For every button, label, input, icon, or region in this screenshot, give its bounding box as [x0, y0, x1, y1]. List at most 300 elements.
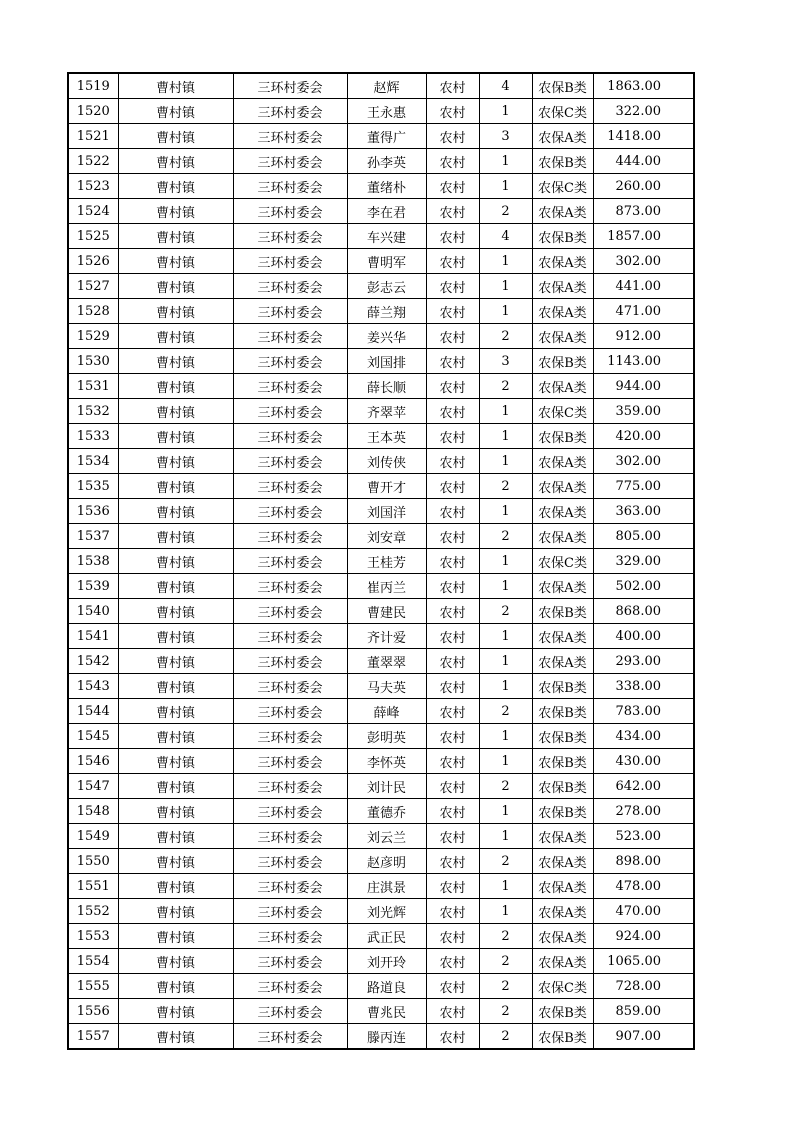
amount-cell: 1857.00: [593, 224, 694, 249]
town-cell: 曹村镇: [118, 524, 233, 549]
member-count-cell: 4: [479, 73, 532, 99]
amount-cell: 470.00: [593, 899, 694, 924]
category-cell: 农保B类: [532, 699, 593, 724]
household-type-cell: 农村: [426, 974, 479, 999]
table-row: [68, 874, 694, 899]
category-cell: 农保B类: [532, 799, 593, 824]
village-committee-cell: 三环村委会: [233, 73, 347, 99]
village-committee-cell: 三环村委会: [233, 449, 347, 474]
name-cell: 姜兴华: [347, 324, 426, 349]
household-type-cell: 农村: [426, 274, 479, 299]
category-cell: 农保C类: [532, 399, 593, 424]
member-count-cell: 2: [479, 474, 532, 499]
serial-number-cell: 1535: [68, 474, 118, 499]
table-row: [68, 924, 694, 949]
member-count-cell: 1: [479, 824, 532, 849]
serial-number-cell: 1524: [68, 199, 118, 224]
table-row: [68, 949, 694, 974]
table-row: [68, 274, 694, 299]
town-cell: 曹村镇: [118, 499, 233, 524]
member-count-cell: 4: [479, 224, 532, 249]
town-cell: 曹村镇: [118, 399, 233, 424]
serial-number-cell: 1545: [68, 724, 118, 749]
table-row: [68, 799, 694, 824]
amount-cell: 302.00: [593, 449, 694, 474]
serial-number-cell: 1521: [68, 124, 118, 149]
village-committee-cell: 三环村委会: [233, 524, 347, 549]
serial-number-cell: 1543: [68, 674, 118, 699]
category-cell: 农保C类: [532, 99, 593, 124]
town-cell: 曹村镇: [118, 874, 233, 899]
amount-cell: 444.00: [593, 149, 694, 174]
town-cell: 曹村镇: [118, 474, 233, 499]
category-cell: 农保B类: [532, 774, 593, 799]
village-committee-cell: 三环村委会: [233, 299, 347, 324]
town-cell: 曹村镇: [118, 199, 233, 224]
table-row: [68, 324, 694, 349]
amount-cell: 338.00: [593, 674, 694, 699]
village-committee-cell: 三环村委会: [233, 799, 347, 824]
amount-cell: 441.00: [593, 274, 694, 299]
village-committee-cell: 三环村委会: [233, 674, 347, 699]
amount-cell: 302.00: [593, 249, 694, 274]
serial-number-cell: 1526: [68, 249, 118, 274]
amount-cell: 907.00: [593, 1024, 694, 1050]
serial-number-cell: 1553: [68, 924, 118, 949]
member-count-cell: 1: [479, 549, 532, 574]
serial-number-cell: 1536: [68, 499, 118, 524]
village-committee-cell: 三环村委会: [233, 899, 347, 924]
household-type-cell: 农村: [426, 574, 479, 599]
name-cell: 彭志云: [347, 274, 426, 299]
serial-number-cell: 1531: [68, 374, 118, 399]
category-cell: 农保A类: [532, 949, 593, 974]
household-type-cell: 农村: [426, 474, 479, 499]
household-type-cell: 农村: [426, 449, 479, 474]
name-cell: 庄淇景: [347, 874, 426, 899]
member-count-cell: 1: [479, 574, 532, 599]
table-row: [68, 73, 694, 99]
name-cell: 刘计民: [347, 774, 426, 799]
household-type-cell: 农村: [426, 624, 479, 649]
member-count-cell: 1: [479, 674, 532, 699]
category-cell: 农保B类: [532, 724, 593, 749]
category-cell: 农保A类: [532, 199, 593, 224]
category-cell: 农保A类: [532, 374, 593, 399]
amount-cell: 728.00: [593, 974, 694, 999]
amount-cell: 363.00: [593, 499, 694, 524]
household-type-cell: 农村: [426, 249, 479, 274]
household-type-cell: 农村: [426, 699, 479, 724]
member-count-cell: 2: [479, 599, 532, 624]
town-cell: 曹村镇: [118, 849, 233, 874]
name-cell: 齐翠苹: [347, 399, 426, 424]
village-committee-cell: 三环村委会: [233, 974, 347, 999]
table-row: [68, 649, 694, 674]
household-type-cell: 农村: [426, 724, 479, 749]
amount-cell: 293.00: [593, 649, 694, 674]
amount-cell: 859.00: [593, 999, 694, 1024]
category-cell: 农保A类: [532, 874, 593, 899]
table-row: [68, 849, 694, 874]
amount-cell: 430.00: [593, 749, 694, 774]
household-type-cell: 农村: [426, 999, 479, 1024]
table-row: [68, 149, 694, 174]
village-committee-cell: 三环村委会: [233, 874, 347, 899]
category-cell: 农保B类: [532, 674, 593, 699]
serial-number-cell: 1547: [68, 774, 118, 799]
serial-number-cell: 1554: [68, 949, 118, 974]
amount-cell: 478.00: [593, 874, 694, 899]
amount-cell: 783.00: [593, 699, 694, 724]
table-row: [68, 974, 694, 999]
name-cell: 车兴建: [347, 224, 426, 249]
name-cell: 刘国洋: [347, 499, 426, 524]
amount-cell: 944.00: [593, 374, 694, 399]
serial-number-cell: 1544: [68, 699, 118, 724]
member-count-cell: 2: [479, 199, 532, 224]
town-cell: 曹村镇: [118, 249, 233, 274]
member-count-cell: 2: [479, 999, 532, 1024]
serial-number-cell: 1541: [68, 624, 118, 649]
village-committee-cell: 三环村委会: [233, 924, 347, 949]
village-committee-cell: 三环村委会: [233, 1024, 347, 1050]
category-cell: 农保B类: [532, 149, 593, 174]
household-type-cell: 农村: [426, 524, 479, 549]
amount-cell: 420.00: [593, 424, 694, 449]
member-count-cell: 1: [479, 499, 532, 524]
village-committee-cell: 三环村委会: [233, 999, 347, 1024]
village-committee-cell: 三环村委会: [233, 724, 347, 749]
member-count-cell: 1: [479, 149, 532, 174]
town-cell: 曹村镇: [118, 299, 233, 324]
member-count-cell: 1: [479, 399, 532, 424]
name-cell: 李怀英: [347, 749, 426, 774]
amount-cell: 1418.00: [593, 124, 694, 149]
serial-number-cell: 1556: [68, 999, 118, 1024]
table-row: [68, 299, 694, 324]
category-cell: 农保A类: [532, 274, 593, 299]
town-cell: 曹村镇: [118, 824, 233, 849]
category-cell: 农保B类: [532, 1024, 593, 1050]
member-count-cell: 1: [479, 424, 532, 449]
village-committee-cell: 三环村委会: [233, 849, 347, 874]
member-count-cell: 1: [479, 799, 532, 824]
village-committee-cell: 三环村委会: [233, 824, 347, 849]
assistance-roster-table: [67, 72, 695, 1050]
member-count-cell: 1: [479, 724, 532, 749]
name-cell: 刘开玲: [347, 949, 426, 974]
town-cell: 曹村镇: [118, 449, 233, 474]
village-committee-cell: 三环村委会: [233, 324, 347, 349]
town-cell: 曹村镇: [118, 924, 233, 949]
name-cell: 路道良: [347, 974, 426, 999]
village-committee-cell: 三环村委会: [233, 224, 347, 249]
table-row: [68, 599, 694, 624]
category-cell: 农保A类: [532, 574, 593, 599]
household-type-cell: 农村: [426, 424, 479, 449]
amount-cell: 775.00: [593, 474, 694, 499]
village-committee-cell: 三环村委会: [233, 349, 347, 374]
serial-number-cell: 1537: [68, 524, 118, 549]
table-row: [68, 899, 694, 924]
serial-number-cell: 1532: [68, 399, 118, 424]
table-row: [68, 524, 694, 549]
town-cell: 曹村镇: [118, 549, 233, 574]
table-row: [68, 999, 694, 1024]
member-count-cell: 2: [479, 1024, 532, 1050]
category-cell: 农保A类: [532, 649, 593, 674]
town-cell: 曹村镇: [118, 749, 233, 774]
serial-number-cell: 1523: [68, 174, 118, 199]
town-cell: 曹村镇: [118, 224, 233, 249]
serial-number-cell: 1530: [68, 349, 118, 374]
village-committee-cell: 三环村委会: [233, 199, 347, 224]
household-type-cell: 农村: [426, 99, 479, 124]
member-count-cell: 3: [479, 124, 532, 149]
table-row: [68, 424, 694, 449]
village-committee-cell: 三环村委会: [233, 574, 347, 599]
village-committee-cell: 三环村委会: [233, 274, 347, 299]
village-committee-cell: 三环村委会: [233, 774, 347, 799]
table-row: [68, 724, 694, 749]
category-cell: 农保A类: [532, 499, 593, 524]
household-type-cell: 农村: [426, 649, 479, 674]
amount-cell: 912.00: [593, 324, 694, 349]
category-cell: 农保C类: [532, 974, 593, 999]
town-cell: 曹村镇: [118, 99, 233, 124]
category-cell: 农保A类: [532, 924, 593, 949]
member-count-cell: 1: [479, 649, 532, 674]
name-cell: 齐计爱: [347, 624, 426, 649]
town-cell: 曹村镇: [118, 124, 233, 149]
table-row: [68, 224, 694, 249]
amount-cell: 260.00: [593, 174, 694, 199]
member-count-cell: 1: [479, 449, 532, 474]
household-type-cell: 农村: [426, 774, 479, 799]
member-count-cell: 2: [479, 374, 532, 399]
member-count-cell: 2: [479, 974, 532, 999]
name-cell: 董绪朴: [347, 174, 426, 199]
household-type-cell: 农村: [426, 899, 479, 924]
household-type-cell: 农村: [426, 399, 479, 424]
town-cell: 曹村镇: [118, 674, 233, 699]
name-cell: 曹开才: [347, 474, 426, 499]
table-row: [68, 574, 694, 599]
name-cell: 赵辉: [347, 73, 426, 99]
household-type-cell: 农村: [426, 674, 479, 699]
name-cell: 薛峰: [347, 699, 426, 724]
table-row: [68, 1024, 694, 1050]
category-cell: 农保B类: [532, 73, 593, 99]
category-cell: 农保A类: [532, 474, 593, 499]
table-row: [68, 499, 694, 524]
amount-cell: 1065.00: [593, 949, 694, 974]
amount-cell: 434.00: [593, 724, 694, 749]
serial-number-cell: 1529: [68, 324, 118, 349]
member-count-cell: 1: [479, 624, 532, 649]
member-count-cell: 1: [479, 749, 532, 774]
town-cell: 曹村镇: [118, 699, 233, 724]
household-type-cell: 农村: [426, 549, 479, 574]
village-committee-cell: 三环村委会: [233, 374, 347, 399]
town-cell: 曹村镇: [118, 649, 233, 674]
town-cell: 曹村镇: [118, 599, 233, 624]
member-count-cell: 3: [479, 349, 532, 374]
member-count-cell: 2: [479, 699, 532, 724]
category-cell: 农保B类: [532, 999, 593, 1024]
village-committee-cell: 三环村委会: [233, 699, 347, 724]
village-committee-cell: 三环村委会: [233, 174, 347, 199]
serial-number-cell: 1540: [68, 599, 118, 624]
member-count-cell: 2: [479, 774, 532, 799]
category-cell: 农保C类: [532, 549, 593, 574]
amount-cell: 502.00: [593, 574, 694, 599]
table-row: [68, 399, 694, 424]
table-row: [68, 99, 694, 124]
name-cell: 王本英: [347, 424, 426, 449]
household-type-cell: 农村: [426, 73, 479, 99]
category-cell: 农保B类: [532, 599, 593, 624]
table-row: [68, 624, 694, 649]
household-type-cell: 农村: [426, 599, 479, 624]
table-row: [68, 824, 694, 849]
name-cell: 曹兆民: [347, 999, 426, 1024]
name-cell: 董翠翠: [347, 649, 426, 674]
town-cell: 曹村镇: [118, 724, 233, 749]
village-committee-cell: 三环村委会: [233, 249, 347, 274]
amount-cell: 868.00: [593, 599, 694, 624]
name-cell: 赵彦明: [347, 849, 426, 874]
serial-number-cell: 1550: [68, 849, 118, 874]
town-cell: 曹村镇: [118, 574, 233, 599]
village-committee-cell: 三环村委会: [233, 149, 347, 174]
village-committee-cell: 三环村委会: [233, 124, 347, 149]
name-cell: 马夫英: [347, 674, 426, 699]
member-count-cell: 2: [479, 849, 532, 874]
table-row: [68, 174, 694, 199]
town-cell: 曹村镇: [118, 149, 233, 174]
amount-cell: 898.00: [593, 849, 694, 874]
category-cell: 农保A类: [532, 849, 593, 874]
household-type-cell: 农村: [426, 124, 479, 149]
category-cell: 农保A类: [532, 624, 593, 649]
member-count-cell: 2: [479, 924, 532, 949]
serial-number-cell: 1549: [68, 824, 118, 849]
member-count-cell: 1: [479, 249, 532, 274]
serial-number-cell: 1539: [68, 574, 118, 599]
member-count-cell: 1: [479, 874, 532, 899]
village-committee-cell: 三环村委会: [233, 399, 347, 424]
member-count-cell: 1: [479, 899, 532, 924]
amount-cell: 924.00: [593, 924, 694, 949]
name-cell: 刘传侠: [347, 449, 426, 474]
town-cell: 曹村镇: [118, 374, 233, 399]
household-type-cell: 农村: [426, 874, 479, 899]
amount-cell: 278.00: [593, 799, 694, 824]
category-cell: 农保A类: [532, 124, 593, 149]
amount-cell: 359.00: [593, 399, 694, 424]
village-committee-cell: 三环村委会: [233, 649, 347, 674]
amount-cell: 322.00: [593, 99, 694, 124]
name-cell: 滕丙连: [347, 1024, 426, 1050]
table-row: [68, 199, 694, 224]
household-type-cell: 农村: [426, 324, 479, 349]
name-cell: 崔丙兰: [347, 574, 426, 599]
village-committee-cell: 三环村委会: [233, 549, 347, 574]
category-cell: 农保A类: [532, 824, 593, 849]
serial-number-cell: 1519: [68, 73, 118, 99]
name-cell: 曹建民: [347, 599, 426, 624]
category-cell: 农保A类: [532, 899, 593, 924]
household-type-cell: 农村: [426, 349, 479, 374]
name-cell: 刘云兰: [347, 824, 426, 849]
name-cell: 刘安章: [347, 524, 426, 549]
household-type-cell: 农村: [426, 824, 479, 849]
village-committee-cell: 三环村委会: [233, 499, 347, 524]
serial-number-cell: 1538: [68, 549, 118, 574]
table-row: [68, 449, 694, 474]
table-body: [68, 73, 694, 1049]
table-row: [68, 374, 694, 399]
town-cell: 曹村镇: [118, 324, 233, 349]
category-cell: 农保A类: [532, 324, 593, 349]
amount-cell: 400.00: [593, 624, 694, 649]
household-type-cell: 农村: [426, 749, 479, 774]
serial-number-cell: 1534: [68, 449, 118, 474]
name-cell: 刘国排: [347, 349, 426, 374]
table-row: [68, 249, 694, 274]
amount-cell: 329.00: [593, 549, 694, 574]
table-row: [68, 549, 694, 574]
town-cell: 曹村镇: [118, 974, 233, 999]
name-cell: 孙李英: [347, 149, 426, 174]
town-cell: 曹村镇: [118, 899, 233, 924]
town-cell: 曹村镇: [118, 174, 233, 199]
household-type-cell: 农村: [426, 224, 479, 249]
table-row: [68, 124, 694, 149]
name-cell: 刘光辉: [347, 899, 426, 924]
name-cell: 曹明军: [347, 249, 426, 274]
village-committee-cell: 三环村委会: [233, 99, 347, 124]
member-count-cell: 2: [479, 949, 532, 974]
name-cell: 薛长顺: [347, 374, 426, 399]
household-type-cell: 农村: [426, 924, 479, 949]
category-cell: 农保B类: [532, 424, 593, 449]
town-cell: 曹村镇: [118, 774, 233, 799]
category-cell: 农保A类: [532, 449, 593, 474]
serial-number-cell: 1546: [68, 749, 118, 774]
member-count-cell: 1: [479, 174, 532, 199]
town-cell: 曹村镇: [118, 799, 233, 824]
member-count-cell: 1: [479, 99, 532, 124]
category-cell: 农保B类: [532, 224, 593, 249]
town-cell: 曹村镇: [118, 73, 233, 99]
household-type-cell: 农村: [426, 849, 479, 874]
town-cell: 曹村镇: [118, 949, 233, 974]
household-type-cell: 农村: [426, 149, 479, 174]
village-committee-cell: 三环村委会: [233, 424, 347, 449]
name-cell: 董德乔: [347, 799, 426, 824]
serial-number-cell: 1557: [68, 1024, 118, 1050]
town-cell: 曹村镇: [118, 424, 233, 449]
table-row: [68, 774, 694, 799]
village-committee-cell: 三环村委会: [233, 474, 347, 499]
amount-cell: 1143.00: [593, 349, 694, 374]
name-cell: 薛兰翔: [347, 299, 426, 324]
table-row: [68, 674, 694, 699]
name-cell: 王永惠: [347, 99, 426, 124]
